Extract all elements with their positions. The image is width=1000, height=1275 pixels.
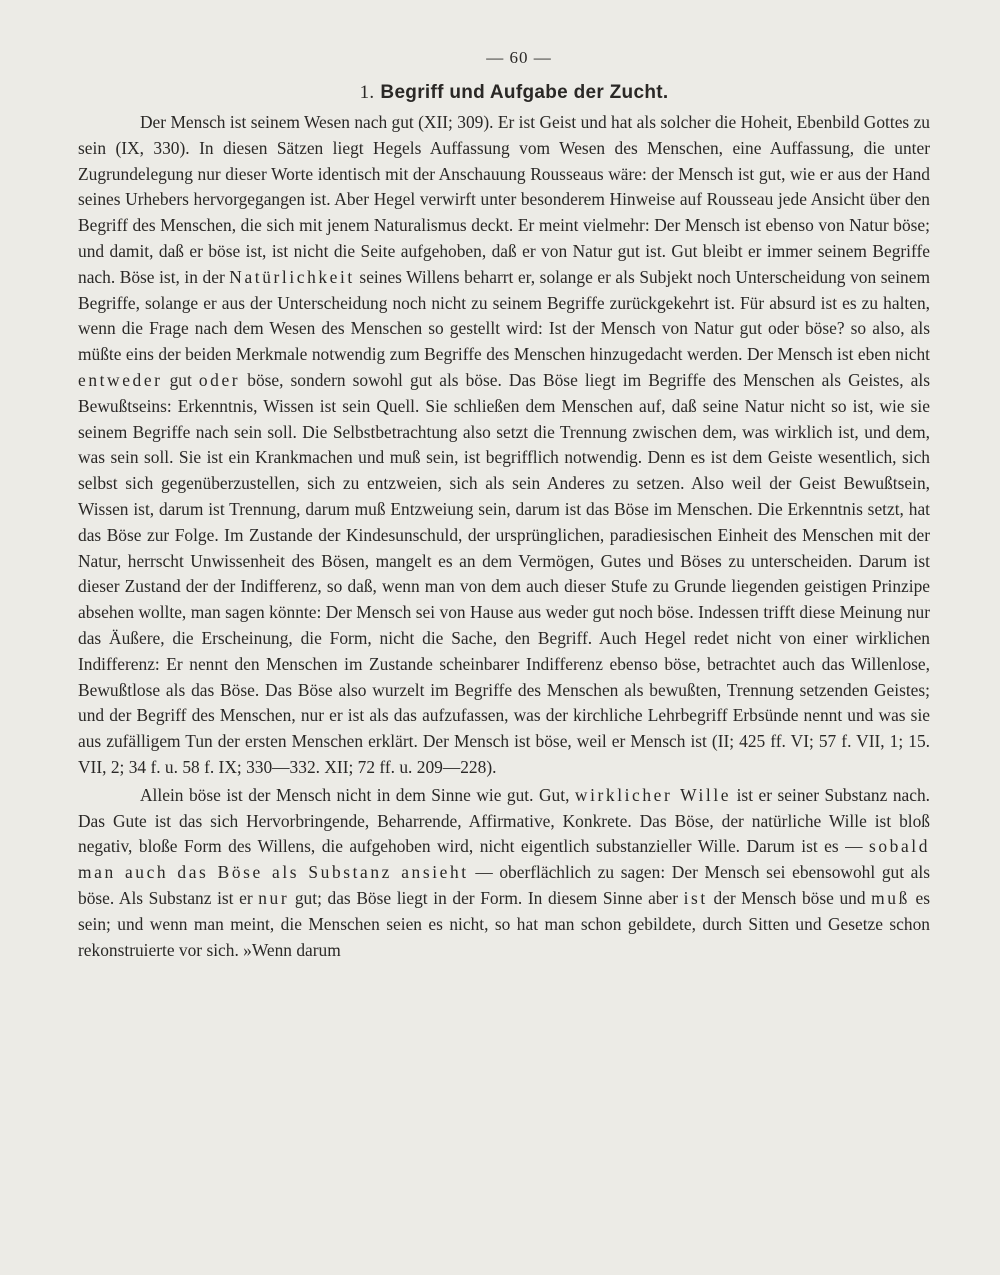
text-run: — oberflächlich zu sagen: Der Mensch sei ebensowohl gut als böse. Als Substanz ist er [78, 862, 930, 908]
text-run: gut; das Böse liegt in der Form. In diesem Sinne aber [289, 887, 684, 908]
text-run: ist er seiner Substanz nach. Das Gute ist das sich Hervorbringende, Beharrende, Affirmative, Konkrete. Das Böse, der natürliche Wille ist bloß negativ, bloße Form des Willens, die aufgehoben wird, nicht eigentlich substanzieller Wille. Darum ist es — [78, 784, 931, 857]
spaced-emphasis: entweder [78, 369, 163, 390]
spaced-emphasis: sobald man auch das Böse als Substanz ansieht [78, 836, 930, 883]
paragraph-1 [78, 110, 930, 781]
spaced-emphasis: ist [683, 887, 708, 908]
section-title: Begriff und Aufgabe der Zucht. [380, 82, 669, 103]
spaced-emphasis: muß [871, 887, 910, 908]
paragraph-2 [78, 783, 930, 964]
spaced-emphasis: oder [198, 369, 241, 390]
text-run: Allein böse ist der Mensch nicht in dem Sinne wie gut. Gut, [140, 784, 575, 805]
spaced-emphasis: wirklicher Wille [574, 784, 732, 805]
section-number: 1. [359, 82, 375, 103]
text-run: der Mensch böse und [707, 887, 872, 908]
body-text [78, 110, 930, 963]
text-run: gut [162, 369, 199, 390]
spaced-emphasis: Natürlichkeit [229, 266, 355, 287]
text-run: es sein; und wenn man meint, die Menschen seien es nicht, so hat man schon gebildete, durch Sitten und Gesetze schon rekonstruierte vor sich. »Wenn darum [78, 887, 930, 960]
text-run: Der Mensch ist seinem Wesen nach gut (XII; 309). Er ist Geist und hat als solcher die Hoheit, Ebenbild Gottes zu sein (IX, 330). In diesen Sätzen liegt Hegels Auffassung vom Wesen des Menschen, eine Auffassung, die unter Zugrundelegung nur dieser Worte identisch mit der Anschauung Rousseaus wäre: der Mensch ist gut, wie er aus der Hand seines Urhebers hervorgegangen ist. Aber Hegel verwirft unter besonderem Hinweise auf Rousseau jede Ansicht über den Begriff des Menschen, die sich mit jenem Naturalismus deckt. Er meint vielmehr: Der Mensch ist ebenso von Natur böse; und damit, daß er böse ist, ist nicht die Seite aufgehoben, daß er von Natur gut ist. Gut bleibt er immer seinem Begriffe nach. Böse ist, in der [78, 112, 930, 287]
text-run: böse, sondern sowohl gut als böse. Das Böse liegt im Begriffe des Menschen als Geistes, als Bewußtseins: Erkenntnis, Wissen ist sein Quell. Sie schließen dem Menschen auf, daß seine Natur nicht so ist, wie sie seinem Begriffe nach sein soll. Die Selbstbetrachtung also setzt die Trennung zwischen dem, was wirklich ist, und dem, was sein soll. Sie ist ein Krankmachen und muß sein, ist begrifflich notwendig. Denn es ist dem Geiste wesentlich, sich selbst sich gegenüberzustellen, sich zu entzweien, sich als sein Anderes zu setzen. Also weil der Geist Bewußtsein, Wissen ist, darum ist Trennung, darum muß Entzweiung sein, darum ist das Böse im Menschen. Die Erkenntnis setzt, hat das Böse zur Folge. Im Zustande der Kindesunschuld, der ursprünglichen, paradiesischen Einheit des Menschen mit der Natur, herrscht Unwissenheit des Bösen, mangelt es an dem Vermögen, Gutes und Böses zu unterscheiden. Darum ist dieser Zustand der der Indifferenz, so daß, wenn man von dem auch dieser Stufe zu Grunde liegenden geistigen Prinzipe absehen wollte, man sagen könnte: Der Mensch sei von Hause aus weder gut noch böse. Indessen trifft diese Meinung nur das Äußere, die Erscheinung, die Form, nicht die Sache, den Begriff. Auch Hegel redet nicht von einer wirklichen Indifferenz: Er nennt den Menschen im Zustande scheinbarer Indifferenz ebenso böse, betrachtet auch das Willenlose, Bewußtlose als das Böse. Das Böse also wurzelt im Begriffe des Menschen als bewußten, Trennung setzenden Geistes; und der Begriff des Menschen, nur er ist als das aufzufassen, was der kirchliche Lehrbegriff Erbsünde nennt und was sie aus zufälligem Tun der ersten Menschen erklärt. Der Mensch ist böse, weil er Mensch ist (II; 425 ff. VI; 57 f. VII, 1; 15. VII, 2; 34 f. u. 58 f. IX; 330—332. XII; 72 ff. u. 209—228). [78, 369, 930, 777]
spaced-emphasis: nur [258, 887, 290, 908]
section-heading [98, 82, 930, 104]
text-run: seines Willens beharrt er, solange er als Subjekt noch Unterscheidung von seinem Begriffe, solange er aus der Unterscheidung noch nicht zu seinem Begriffe zurückgekehrt ist. Für absurd ist es zu halten, wenn die Frage nach dem Wesen des Menschen so gestellt wird: Ist der Mensch von Natur gut oder böse? so also, als müßte eins der beiden Merkmale notwendig zum Begriffe des Menschen hinzugedacht werden. Der Mensch ist eben nicht [78, 266, 930, 365]
page-number: — 60 — [486, 48, 552, 67]
